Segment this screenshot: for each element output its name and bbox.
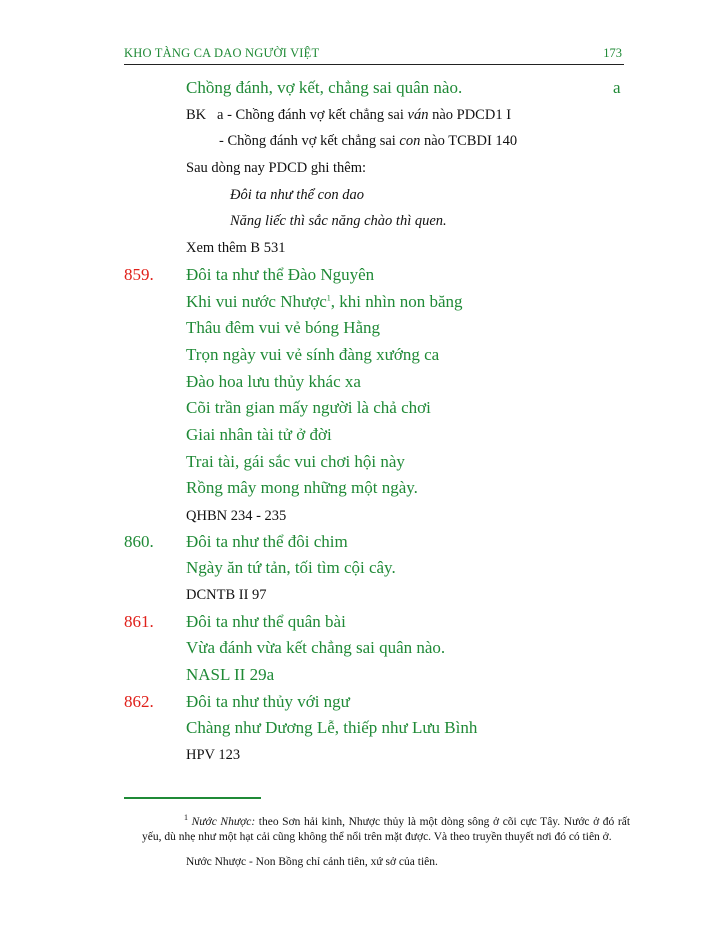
verse-line: Chồng đánh, vợ kết, chẳng sai quân nào. (186, 78, 463, 97)
see-also: Xem thêm B 531 (186, 240, 286, 256)
verse-text: Khi vui nước Nhược (186, 292, 327, 311)
verse-line: Chàng như Dương Lễ, thiếp như Lưu Bình (186, 718, 478, 737)
verse-line (186, 292, 463, 312)
variant-word: con (399, 133, 421, 149)
added-line-2: Năng liếc thì sắc năng chào thì quen. (230, 213, 447, 229)
verse-line: Thâu đêm vui vẻ bóng Hằng (186, 318, 381, 337)
variant-mark: a (613, 78, 621, 97)
variant-note-2 (219, 133, 517, 150)
footnote-ref: 1 (326, 293, 331, 303)
variant-source: nào TCBDI 140 (423, 133, 518, 149)
entry-number-862: 862. (124, 692, 154, 711)
footnote-mark: 1 (184, 813, 188, 822)
verse-line: Đôi ta như thể quân bài (186, 612, 346, 631)
source-ref: HPV 123 (186, 747, 241, 763)
footnote-rule (124, 797, 261, 799)
entry-number-861: 861. (124, 612, 154, 631)
footnote-text (142, 810, 630, 845)
footnote-text-2: Nước Nhược - Non Bồng chỉ cảnh tiên, xứ sở của tiên. (186, 856, 438, 868)
source-ref: QHBN 234 - 235 (186, 508, 287, 524)
source-ref: DCNTB II 97 (186, 587, 267, 603)
verse-line: Đào hoa lưu thủy khác xa (186, 372, 361, 391)
entry-number-860: 860. (124, 532, 154, 551)
verse-line: Đôi ta như thể đôi chim (186, 532, 348, 551)
verse-text: , khi nhìn non băng (330, 292, 463, 311)
source-ref: NASL II 29a (186, 665, 275, 684)
variant-word: ván (407, 107, 429, 123)
footnote-body: theo Sơn hải kinh, Nhược thủy là một dòng sông ở cõi cực Tây. Nước ở đó rất yếu, dù nhẹ như một hạt cải cũng không thể nổi trên mặt được. Và theo truyền thuyết nơi đó có tiên ở. (142, 815, 631, 843)
variant-source: nào PDCD1 I (432, 107, 512, 123)
variant-text: a - Chồng đánh vợ kết chẳng sai (217, 107, 404, 123)
verse-line: Vừa đánh vừa kết chẳng sai quân nào. (186, 638, 446, 657)
verse-line: Cõi trần gian mấy người là chả chơi (186, 398, 431, 417)
verse-line: Đôi ta như thủy với ngư (186, 692, 350, 711)
variant-text: - Chồng đánh vợ kết chẳng sai (219, 133, 396, 149)
page-number: 173 (603, 46, 622, 60)
running-header (124, 44, 624, 65)
verse-line: Trai tài, gái sắc vui chơi hội này (186, 452, 405, 471)
verse-line: Giai nhân tài tử ở đời (186, 425, 332, 444)
book-title: KHO TÀNG CA DAO NGƯỜI VIỆT (124, 46, 320, 60)
verse-line: Trọn ngày vui vẻ sính đàng xướng ca (186, 345, 440, 364)
verse-line: Rồng mây mong những một ngày. (186, 478, 418, 497)
addition-note: Sau dòng nay PDCD ghi thêm: (186, 160, 367, 176)
bk-label: BK (186, 107, 207, 123)
variant-note-1 (186, 107, 511, 124)
entry-number-859: 859. (124, 265, 154, 284)
added-line-1: Đôi ta như thể con dao (230, 187, 364, 203)
verse-line: Ngày ăn tứ tản, tối tìm cội cây. (186, 558, 396, 577)
verse-line: Đôi ta như thể Đào Nguyên (186, 265, 375, 284)
footnote-term: Nước Nhược: (191, 815, 256, 828)
